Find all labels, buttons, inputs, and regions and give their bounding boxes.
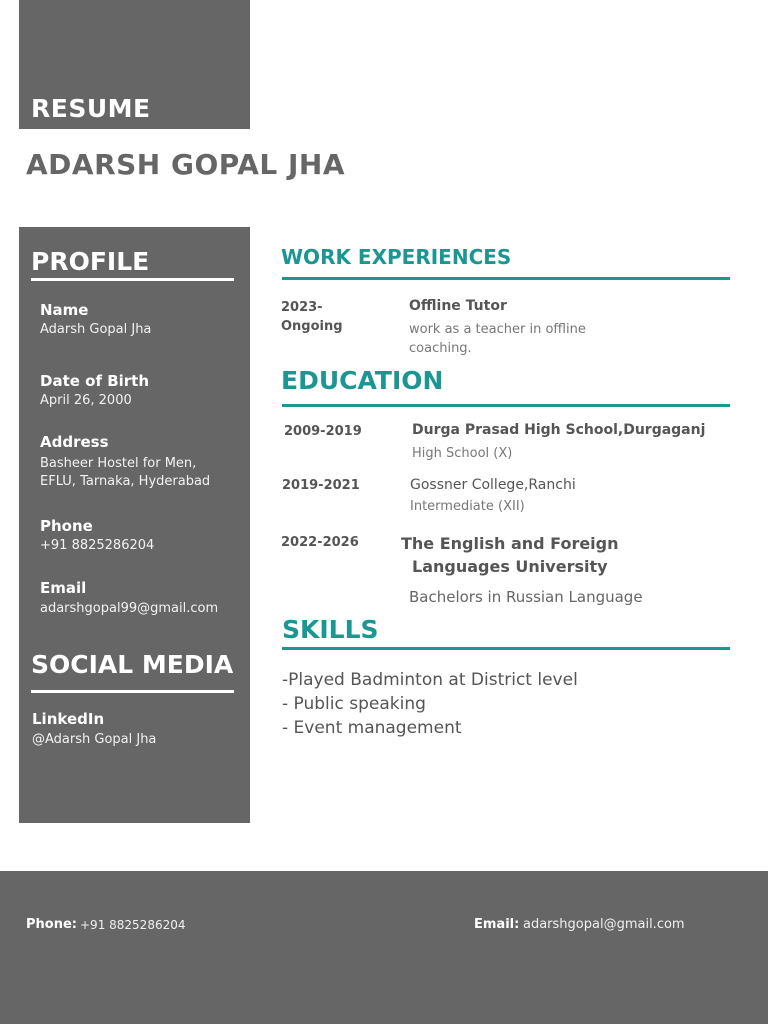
- edu-school-line-1: The English and Foreign: [401, 534, 619, 553]
- work-heading: WORK EXPERIENCES: [281, 245, 512, 269]
- work-desc-line-2: coaching.: [409, 341, 472, 356]
- address-line-1: Basheer Hostel for Men,: [40, 456, 197, 471]
- skills-divider: [282, 647, 730, 650]
- social-divider: [31, 690, 234, 693]
- profile-sidebar: [19, 227, 250, 823]
- edu-level: Intermediate (XII): [410, 499, 525, 514]
- dob-label: Date of Birth: [40, 372, 150, 390]
- social-media-heading: SOCIAL MEDIA: [31, 650, 234, 679]
- address-label: Address: [40, 433, 109, 451]
- education-heading: EDUCATION: [281, 366, 444, 395]
- edu-school-line-2: Languages University: [412, 557, 608, 576]
- phone-label: Phone: [40, 517, 93, 535]
- work-desc-line-1: work as a teacher in offline: [409, 322, 586, 337]
- profile-heading: PROFILE: [31, 247, 150, 276]
- linkedin-label: LinkedIn: [32, 710, 105, 728]
- edu-years: 2022-2026: [281, 535, 359, 550]
- footer-email-label: Email:: [474, 917, 520, 932]
- edu-school: Gossner College,Ranchi: [410, 477, 576, 493]
- dob-value: April 26, 2000: [40, 393, 132, 408]
- edu-years: 2009-2019: [284, 424, 362, 439]
- phone-value: +91 8825286204: [40, 538, 155, 553]
- profile-divider: [31, 278, 234, 281]
- email-label: Email: [40, 579, 87, 597]
- skill-item: - Event management: [282, 718, 462, 738]
- footer-phone-label: Phone:: [26, 917, 77, 932]
- skills-heading: SKILLS: [282, 615, 379, 644]
- name-value: Adarsh Gopal Jha: [40, 322, 152, 337]
- work-divider: [282, 277, 730, 280]
- resume-title: RESUME: [31, 94, 151, 123]
- edu-school: Durga Prasad High School,Durgaganj: [412, 422, 706, 438]
- edu-level: Bachelors in Russian Language: [409, 588, 643, 606]
- footer-phone-value: +91 8825286204: [80, 918, 186, 932]
- work-date-start: 2023-: [281, 300, 323, 315]
- edu-level: High School (X): [412, 446, 513, 461]
- footer-email-value: adarshgopal@gmail.com: [523, 917, 685, 932]
- address-line-2: EFLU, Tarnaka, Hyderabad: [40, 474, 211, 489]
- skill-item: - Public speaking: [282, 694, 426, 714]
- work-role: Offline Tutor: [409, 298, 507, 314]
- name-label: Name: [40, 301, 89, 319]
- edu-years: 2019-2021: [282, 478, 360, 493]
- work-date-end: Ongoing: [281, 319, 343, 334]
- linkedin-value: @Adarsh Gopal Jha: [32, 732, 157, 747]
- email-value: adarshgopal99@gmail.com: [40, 601, 219, 616]
- education-divider: [282, 404, 730, 407]
- skill-item: -Played Badminton at District level: [282, 670, 578, 690]
- footer: [0, 871, 768, 1024]
- candidate-name: ADARSH GOPAL JHA: [26, 148, 346, 181]
